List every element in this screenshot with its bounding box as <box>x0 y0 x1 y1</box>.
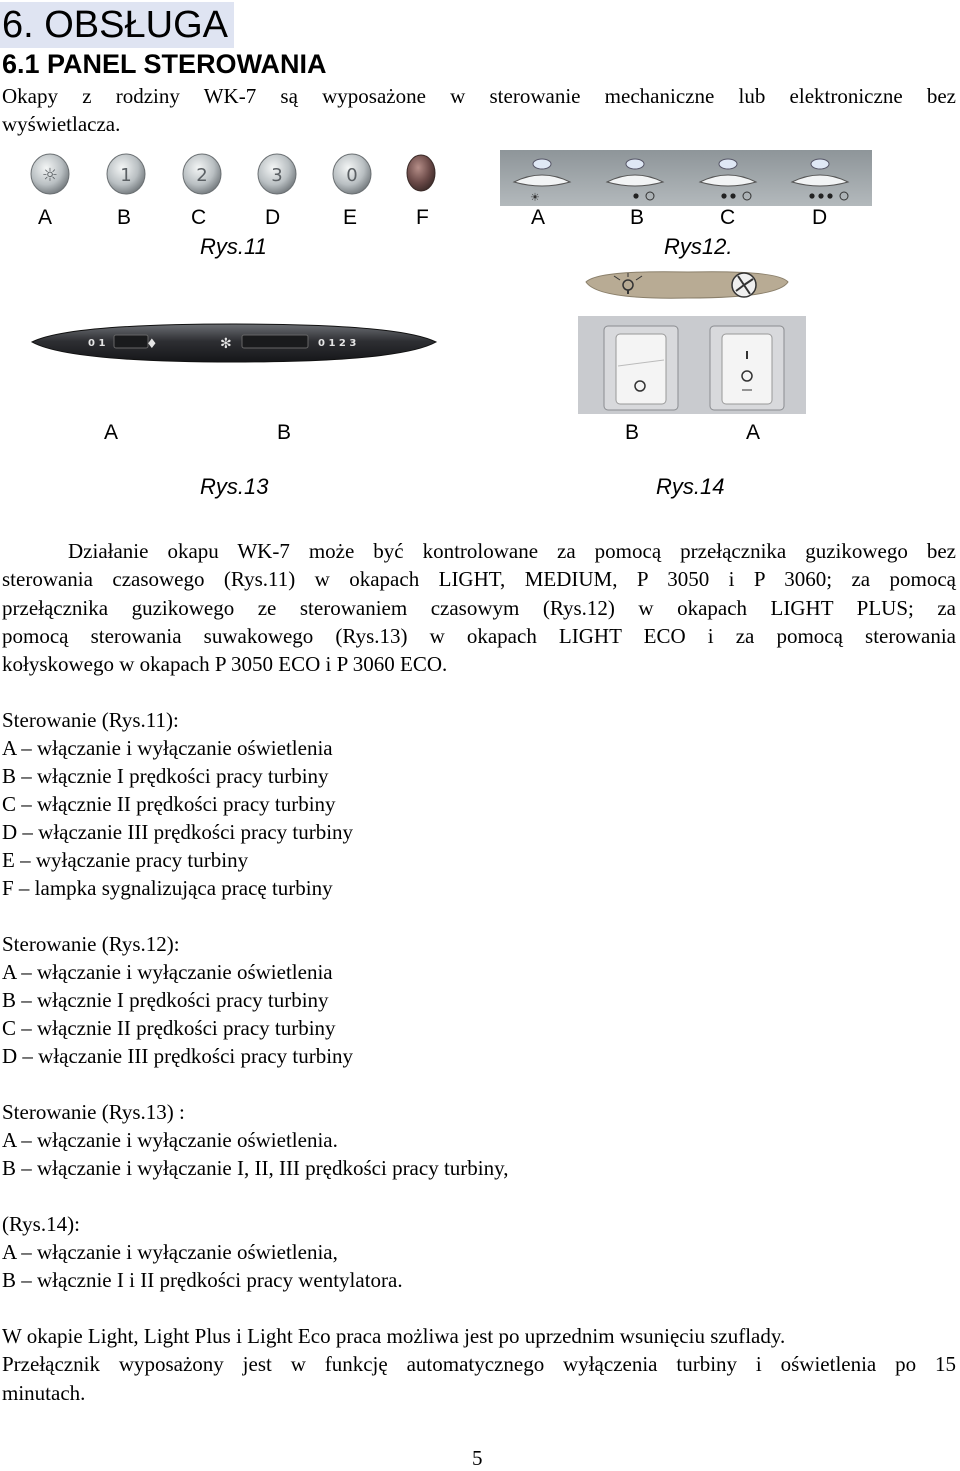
intro-paragraph <box>2 82 956 139</box>
svg-text:☼: ☼ <box>41 165 59 186</box>
fig12-button-strip <box>500 150 872 206</box>
fig14-rocker-panel <box>578 266 806 416</box>
bulb-icon: ☀ <box>530 191 540 204</box>
fan-icon <box>732 273 756 297</box>
notes-line: W okapie Light, Light Plus i Light Eco praca możliwa jest po uprzednim wsunięciu szuflady. <box>2 1324 786 1348</box>
section-heading: 6. OBSŁUGA <box>0 2 234 48</box>
list-title: Sterowanie (Rys.11): <box>2 708 179 732</box>
list-rys11 <box>2 706 353 902</box>
list-item: B – włączanie i wyłączanie I, II, III prędkości pracy turbiny, <box>2 1156 509 1180</box>
intro-line: Okapy z rodziny WK-7 są wyposażone w sterowanie mechaniczne lub elektroniczne bez <box>2 84 956 108</box>
description-paragraph <box>2 537 956 678</box>
fig11-label-C: C <box>191 206 207 229</box>
fig11-label-F: F <box>416 206 429 229</box>
list-item: B – włącznie I prędkości pracy turbiny <box>2 988 329 1012</box>
fig11-label-E: E <box>343 206 358 229</box>
fig11-label-B: B <box>117 206 132 229</box>
fig14-caption: Rys.14 <box>656 474 725 499</box>
svg-text:3: 3 <box>271 165 283 186</box>
list-title: (Rys.14): <box>2 1212 80 1236</box>
fig14-label-A: A <box>746 421 761 444</box>
list-item: E – wyłączanie pracy turbiny <box>2 848 249 872</box>
fig12-label-D: D <box>812 206 828 229</box>
list-item: A – włączanie i wyłączanie oświetlenia. <box>2 1128 338 1152</box>
list-item: D – włączanie III prędkości pracy turbiny <box>2 1044 354 1068</box>
fig14-rocker-A <box>710 326 784 410</box>
fig11-button-A <box>31 154 69 194</box>
list-title: Sterowanie (Rys.12): <box>2 932 180 956</box>
fig14-label-B: B <box>625 421 640 444</box>
description-line: przełącznika guzikowego ze sterowaniem czasowym (Rys.12) w okapach LIGHT PLUS; za <box>2 595 956 620</box>
page-number: 5 <box>472 1446 483 1470</box>
fig13-caption: Rys.13 <box>200 474 269 499</box>
list-rys13 <box>2 1098 509 1182</box>
notes-line: minutach. <box>2 1380 86 1405</box>
fig13-label-A: A <box>104 421 119 444</box>
fig12-caption: Rys12. <box>664 234 733 259</box>
fig13-slider-A <box>114 335 148 348</box>
description-line: pomocą sterowania suwakowego (Rys.13) w okapach LIGHT ECO i za pomocą sterowania <box>2 623 956 648</box>
fig14-rocker-B <box>604 326 678 410</box>
notes-paragraph <box>2 1322 956 1407</box>
list-item: A – włączanie i wyłączanie oświetlenia, <box>2 1240 338 1264</box>
description-line: kołyskowego w okapach P 3050 ECO i P 3060 ECO. <box>2 652 448 677</box>
fig13-left-marks: 0 1 <box>88 338 106 349</box>
fig11-button-C <box>183 154 221 194</box>
list-item: A – włączanie i wyłączanie oświetlenia <box>2 960 333 984</box>
notes-line: Przełącznik wyposażony jest w funkcję automatycznego wyłączenia turbiny i oświetlenia po 15 <box>2 1352 956 1377</box>
fig13-label-B: B <box>277 421 292 444</box>
intro-line: wyświetlacza. <box>2 112 121 137</box>
fig11-label-D: D <box>265 206 281 229</box>
fig11-caption: Rys.11 <box>200 234 267 259</box>
svg-text:2: 2 <box>196 165 208 186</box>
fig12-label-B: B <box>630 206 645 229</box>
fig11-indicator-lamp-F <box>407 155 435 191</box>
description-line: Działanie okapu WK-7 może być kontrolowane za pomocą przełącznika guzikowego bez <box>68 539 956 563</box>
fig11-button-D <box>258 154 296 194</box>
list-item: D – włączanie III prędkości pracy turbiny <box>2 820 354 844</box>
fig12-label-C: C <box>720 206 736 229</box>
list-item: A – włączanie i wyłączanie oświetlenia <box>2 736 333 760</box>
list-rys14 <box>2 1210 403 1294</box>
list-item: B – włącznie I i II prędkości pracy wentylatora. <box>2 1268 403 1292</box>
subsection-heading: 6.1 PANEL STEROWANIA <box>2 49 327 79</box>
list-item: C – włącznie II prędkości pracy turbiny <box>2 1016 336 1040</box>
list-item: C – włącznie II prędkości pracy turbiny <box>2 792 336 816</box>
fig11-button-E <box>333 154 371 194</box>
list-item: B – włącznie I prędkości pracy turbiny <box>2 764 329 788</box>
svg-text:0: 0 <box>346 165 358 186</box>
fig11-label-A: A <box>38 206 53 229</box>
fig12-label-A: A <box>531 206 546 229</box>
fig13-slider-panel <box>28 318 440 366</box>
bulb-icon: ♦ <box>146 337 158 352</box>
fig13-right-marks: 0 1 2 3 <box>318 338 357 349</box>
list-item: F – lampka sygnalizująca pracę turbiny <box>2 876 333 900</box>
fig11-button-panel <box>20 150 460 200</box>
list-title: Sterowanie (Rys.13) : <box>2 1100 185 1124</box>
list-rys12 <box>2 930 353 1070</box>
fan-icon: ✻ <box>220 336 232 352</box>
fig11-button-B <box>107 154 145 194</box>
description-line: sterowania czasowego (Rys.11) w okapach LIGHT, MEDIUM, P 3050 i P 3060; za pomocą <box>2 567 956 592</box>
svg-text:1: 1 <box>120 165 132 186</box>
fig13-slider-B <box>242 335 308 348</box>
